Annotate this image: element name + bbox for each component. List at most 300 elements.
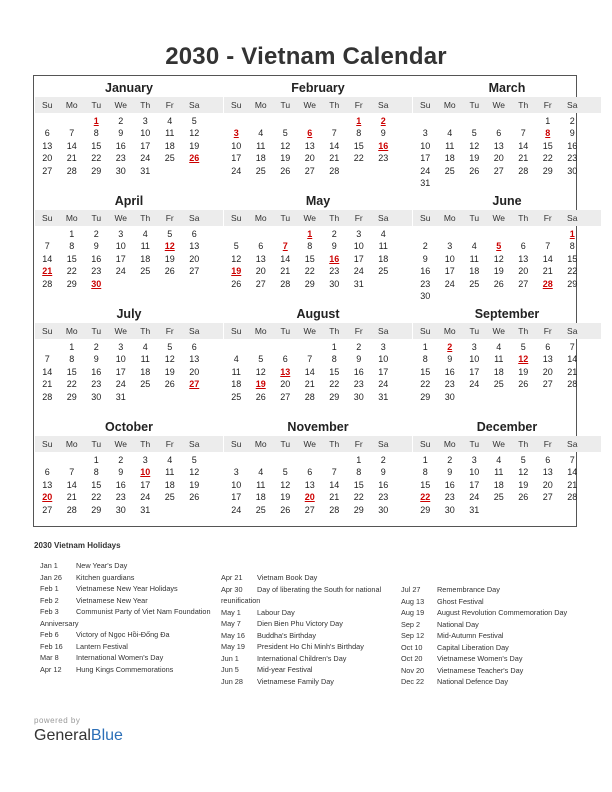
day-cell [298, 341, 323, 353]
day-cell: 6 [545, 455, 551, 465]
week-row [224, 378, 412, 390]
week-row [413, 341, 601, 353]
day-cell: 21 [518, 153, 529, 164]
holiday-list-item [40, 606, 215, 629]
footer [34, 716, 123, 745]
day-cell: 5 [471, 128, 477, 139]
day-cell: 9 [118, 467, 124, 478]
day-cell: 16 [378, 479, 389, 490]
day-cell: 28 [66, 504, 77, 515]
weekday-label: Mo [443, 439, 456, 449]
day-cell: 24 [231, 165, 242, 176]
day-cell: 8 [69, 354, 75, 365]
day-cell: 23 [115, 492, 126, 503]
day-cell: 17 [444, 266, 455, 277]
day-cell: 4 [496, 342, 502, 352]
day-cell: 18 [164, 140, 175, 151]
month-name: June [492, 194, 522, 208]
holiday-column-2 [221, 572, 396, 687]
day-cell: 8 [93, 128, 99, 139]
holiday-list-item [221, 653, 396, 665]
day-cell [536, 290, 561, 302]
day-cell: 1 [331, 342, 337, 352]
week-row [224, 228, 412, 240]
day-cell: 2 [380, 455, 386, 465]
day-cell [487, 115, 512, 127]
day-cell: 29 [353, 504, 364, 515]
holiday-date: Dec 22 [401, 677, 425, 686]
day-cell: 1 [422, 342, 428, 352]
day-cell: 21 [329, 492, 340, 503]
week-row [35, 240, 223, 252]
holiday-name: Kitchen guardians [76, 572, 135, 582]
day-cell: 28 [329, 504, 340, 515]
day-cell: 16 [91, 366, 102, 377]
holiday-list-item [401, 619, 576, 631]
holiday-name: Hung Kings Commemorations [76, 664, 174, 674]
day-cell: 18 [378, 253, 389, 264]
holiday-name: National Day [437, 619, 479, 629]
weekday-label: We [114, 100, 128, 110]
day-cell: 7 [569, 342, 575, 352]
day-cell: 24 [115, 266, 126, 277]
day-cell [438, 115, 463, 127]
weekday-header [35, 436, 223, 452]
day-cell: 17 [420, 153, 431, 164]
day-cell: 26 [518, 492, 529, 503]
weekday-label: Su [42, 213, 53, 223]
weekday-label: We [303, 439, 317, 449]
weekday-label: Mo [443, 326, 456, 336]
week-row [35, 391, 223, 403]
week-row [413, 265, 601, 277]
day-cell: 26 [164, 379, 175, 390]
day-cell: 5 [233, 241, 239, 252]
day-cell: 2 [331, 229, 337, 239]
holiday-name: Vietnamese New Year Holidays [76, 584, 178, 593]
holiday-list-item [401, 607, 576, 619]
day-cell: 30 [444, 504, 455, 515]
day-cell: 30 [567, 165, 578, 176]
day-cell: 12 [189, 467, 200, 478]
holiday-list-item [221, 630, 396, 642]
day-cell: 17 [469, 366, 480, 377]
weekday-label: Th [140, 213, 151, 223]
day-cell [322, 115, 347, 127]
day-cell: 11 [140, 354, 150, 365]
day-cell: 1 [356, 455, 362, 465]
day-cell: 12 [518, 467, 529, 478]
holiday-name: National Defence Day [437, 677, 508, 686]
week-row [413, 253, 601, 265]
day-cell: 11 [165, 467, 175, 478]
day-cell: 29 [420, 391, 431, 402]
day-cell: 10 [231, 140, 242, 151]
day-cell: 20 [493, 153, 504, 164]
day-cell: 8 [331, 354, 337, 365]
day-cell: 11 [231, 366, 241, 377]
weekday-label: Sa [567, 213, 578, 223]
brand-logo[interactable] [34, 727, 123, 745]
weekday-label: Tu [91, 326, 102, 336]
day-cell: 25 [164, 492, 175, 503]
day-cell: 28 [42, 278, 53, 289]
day-cell [560, 177, 585, 189]
day-cell [438, 228, 463, 240]
holiday-day: 1 [569, 229, 575, 239]
day-cell: 1 [422, 455, 428, 465]
day-cell: 2 [447, 455, 453, 465]
week-row [224, 253, 412, 265]
day-cell: 15 [66, 366, 77, 377]
day-cell: 2 [93, 229, 99, 239]
day-cell: 30 [420, 290, 431, 301]
month-name: October [105, 420, 153, 434]
day-cell: 18 [140, 253, 151, 264]
month-december [413, 418, 601, 516]
day-cell: 23 [567, 153, 578, 164]
day-cell [35, 454, 60, 466]
month-march [413, 79, 601, 189]
day-cell: 20 [42, 153, 53, 164]
weekday-label: We [492, 213, 506, 223]
week-row [413, 278, 601, 290]
day-cell: 18 [469, 266, 480, 277]
day-cell: 13 [42, 479, 53, 490]
holiday-name: August Revolution Commemoration Day [437, 608, 568, 617]
weekday-header [413, 323, 601, 339]
day-cell [536, 228, 561, 240]
day-cell: 17 [140, 479, 151, 490]
day-cell [249, 454, 274, 466]
weekday-label: Mo [65, 326, 78, 336]
day-cell: 14 [567, 467, 578, 478]
day-cell: 6 [520, 241, 526, 252]
day-cell: 10 [469, 354, 480, 365]
day-cell: 18 [493, 366, 504, 377]
weekday-label: Fr [543, 439, 552, 449]
day-cell: 11 [378, 241, 388, 252]
weekday-label: Tu [280, 213, 291, 223]
day-cell [462, 290, 487, 302]
day-cell [511, 228, 536, 240]
holiday-date: Apr 12 [40, 664, 62, 674]
day-cell [511, 115, 536, 127]
holiday-date: Feb 1 [40, 584, 59, 593]
weekday-label: Su [420, 100, 431, 110]
day-cell: 24 [140, 492, 151, 503]
holiday-day: 28 [542, 278, 553, 289]
weekday-label: Th [518, 439, 529, 449]
holiday-day: 1 [356, 116, 362, 126]
month-name: November [287, 420, 349, 434]
holiday-date: Oct 10 [401, 642, 423, 652]
day-cell: 6 [545, 342, 551, 352]
weekday-label: Tu [469, 100, 480, 110]
holiday-date: Jun 1 [221, 653, 239, 663]
day-cell: 7 [331, 128, 337, 139]
weekday-header [35, 210, 223, 226]
week-row [224, 115, 412, 127]
day-cell: 14 [542, 253, 553, 264]
day-cell: 21 [567, 366, 578, 377]
day-cell: 11 [256, 140, 266, 151]
day-cell: 24 [353, 266, 364, 277]
day-cell: 17 [115, 253, 126, 264]
holiday-day: 30 [91, 278, 102, 289]
day-cell: 2 [118, 455, 124, 465]
day-cell [462, 391, 487, 403]
day-cell: 9 [447, 467, 453, 478]
day-cell: 4 [447, 128, 453, 139]
day-cell [35, 228, 60, 240]
holiday-column-1 [40, 560, 215, 675]
day-cell: 21 [42, 379, 53, 390]
day-cell: 30 [329, 278, 340, 289]
day-cell: 13 [518, 253, 529, 264]
weekday-label: We [492, 439, 506, 449]
day-cell: 29 [91, 504, 102, 515]
week-row [413, 228, 601, 240]
weekday-label: Mo [254, 213, 267, 223]
holiday-date: Mar 8 [40, 653, 59, 662]
day-cell: 19 [164, 253, 175, 264]
weekday-label: We [114, 213, 128, 223]
day-cell [273, 228, 298, 240]
day-cell [224, 341, 249, 353]
holiday-day: 7 [282, 241, 288, 252]
day-cell: 21 [329, 153, 340, 164]
day-cell: 9 [422, 253, 428, 264]
holiday-day: 26 [189, 153, 200, 164]
day-cell: 19 [518, 479, 529, 490]
day-cell: 30 [115, 504, 126, 515]
day-cell: 3 [447, 241, 453, 252]
weekday-label: Su [420, 326, 431, 336]
day-cell: 26 [231, 278, 242, 289]
day-cell: 12 [255, 366, 266, 377]
day-cell: 23 [444, 492, 455, 503]
day-cell: 3 [471, 455, 477, 465]
weekday-label: Th [329, 100, 340, 110]
holiday-day: 22 [420, 492, 431, 503]
holiday-list-item [40, 629, 215, 641]
day-cell: 3 [142, 455, 148, 465]
day-cell: 8 [307, 241, 313, 252]
holiday-day: 8 [545, 128, 551, 139]
day-cell [249, 341, 274, 353]
week-row [413, 391, 601, 403]
day-cell [560, 391, 585, 403]
holiday-name: Vietnamese Family Day [257, 676, 334, 686]
week-row [35, 378, 223, 390]
day-cell: 3 [142, 116, 148, 126]
weekday-label: Sa [567, 439, 578, 449]
weekday-label: Fr [165, 100, 174, 110]
day-cell: 9 [331, 241, 337, 252]
weekday-label: Fr [354, 439, 363, 449]
day-cell: 10 [353, 241, 364, 252]
day-cell: 3 [422, 128, 428, 139]
week-row [224, 165, 412, 177]
day-cell: 10 [115, 241, 126, 252]
weekday-label: Fr [354, 326, 363, 336]
holiday-list-item [401, 596, 576, 608]
weekday-label: Th [518, 213, 529, 223]
week-row [413, 504, 601, 516]
day-cell: 21 [66, 153, 77, 164]
weekday-label: Su [231, 213, 242, 223]
month-name: March [488, 81, 526, 95]
day-cell [511, 391, 536, 403]
day-cell: 4 [471, 241, 477, 252]
weekday-header [224, 323, 412, 339]
day-cell: 19 [469, 153, 480, 164]
holiday-name: Labour Day [257, 607, 295, 617]
day-cell: 15 [304, 253, 315, 264]
weekday-label: Su [231, 439, 242, 449]
holiday-name: International Women's Day [76, 653, 164, 662]
weekday-header [413, 97, 601, 113]
day-cell [249, 115, 274, 127]
day-cell: 8 [422, 467, 428, 478]
day-cell [487, 504, 512, 516]
weekday-header [35, 323, 223, 339]
day-cell: 14 [42, 253, 53, 264]
weekday-label: Fr [165, 213, 174, 223]
day-cell: 24 [378, 379, 389, 390]
day-cell: 9 [93, 241, 99, 252]
day-cell: 2 [569, 116, 575, 126]
weekday-label: We [492, 100, 506, 110]
day-cell [487, 391, 512, 403]
month-name: August [296, 307, 340, 321]
day-cell: 2 [118, 116, 124, 126]
day-cell: 7 [520, 128, 526, 139]
day-cell: 26 [493, 278, 504, 289]
day-cell: 18 [444, 153, 455, 164]
holiday-list-item [40, 652, 215, 664]
holiday-day: 13 [280, 366, 291, 377]
holiday-list-item [401, 676, 576, 688]
day-cell: 2 [422, 241, 428, 252]
day-cell: 19 [164, 366, 175, 377]
day-cell: 29 [567, 278, 578, 289]
holiday-list-item [40, 664, 215, 676]
day-cell: 14 [280, 253, 291, 264]
holiday-date: May 1 [221, 607, 241, 617]
day-cell: 22 [304, 266, 315, 277]
day-cell: 24 [231, 504, 242, 515]
holiday-date: Jan 26 [40, 572, 62, 582]
day-cell: 8 [356, 128, 362, 139]
day-cell: 25 [469, 278, 480, 289]
day-cell: 14 [518, 140, 529, 151]
day-cell: 15 [66, 253, 77, 264]
holiday-date: Jun 5 [221, 665, 239, 674]
day-cell: 4 [258, 467, 264, 478]
week-row [224, 491, 412, 503]
holiday-list-item [221, 584, 396, 607]
holiday-date: Feb 16 [40, 641, 63, 651]
holiday-date: May 19 [221, 642, 245, 651]
day-cell: 26 [164, 266, 175, 277]
week-row [35, 165, 223, 177]
week-row [413, 353, 601, 365]
day-cell: 16 [353, 366, 364, 377]
day-cell: 23 [420, 278, 431, 289]
holiday-day: 27 [189, 379, 200, 390]
day-cell: 3 [471, 342, 477, 352]
brand-blue: Blue [90, 727, 123, 744]
day-cell: 24 [444, 278, 455, 289]
day-cell: 19 [518, 366, 529, 377]
month-name: February [291, 81, 345, 95]
holiday-list-item [40, 560, 215, 572]
day-cell [133, 278, 158, 290]
day-cell: 3 [118, 229, 124, 239]
day-cell: 3 [118, 342, 124, 352]
day-cell [182, 165, 207, 177]
weekday-label: Su [42, 326, 53, 336]
day-cell: 12 [231, 253, 242, 264]
holiday-list-item [221, 618, 396, 630]
day-cell: 14 [66, 479, 77, 490]
week-row [35, 265, 223, 277]
weekday-label: Sa [189, 100, 200, 110]
day-cell: 15 [91, 140, 102, 151]
day-cell: 1 [69, 229, 75, 239]
day-cell: 21 [542, 266, 553, 277]
day-cell: 28 [518, 165, 529, 176]
weekday-label: Su [420, 213, 431, 223]
day-cell: 17 [231, 153, 242, 164]
day-cell: 30 [353, 391, 364, 402]
day-cell: 7 [569, 455, 575, 465]
month-name: April [114, 194, 144, 208]
day-cell: 31 [378, 391, 389, 402]
day-cell: 30 [378, 504, 389, 515]
holiday-list-item [40, 583, 215, 595]
weekday-label: Fr [165, 439, 174, 449]
day-cell: 5 [191, 116, 197, 126]
week-row [224, 140, 412, 152]
day-cell: 6 [282, 354, 288, 365]
day-cell [413, 115, 438, 127]
holiday-name: New Year's Day [76, 561, 128, 570]
holiday-list-item [40, 595, 215, 607]
day-cell: 13 [542, 354, 553, 365]
holiday-name: President Ho Chi Minh's Birthday [257, 642, 364, 651]
day-cell: 22 [353, 492, 364, 503]
holiday-date: May 7 [221, 619, 241, 628]
holiday-name: Buddha's Birthday [257, 630, 316, 640]
day-cell: 10 [469, 467, 480, 478]
day-cell [273, 115, 298, 127]
weekday-label: Su [231, 100, 242, 110]
day-cell: 27 [493, 165, 504, 176]
week-row [224, 366, 412, 378]
holiday-day: 21 [42, 266, 53, 277]
week-row [413, 366, 601, 378]
powered-by-text: powered by [34, 716, 81, 725]
weekday-header [224, 436, 412, 452]
day-cell: 31 [140, 165, 151, 176]
day-cell: 26 [280, 504, 291, 515]
day-cell [371, 165, 396, 177]
weekday-header [413, 436, 601, 452]
weekday-label: Sa [189, 439, 200, 449]
